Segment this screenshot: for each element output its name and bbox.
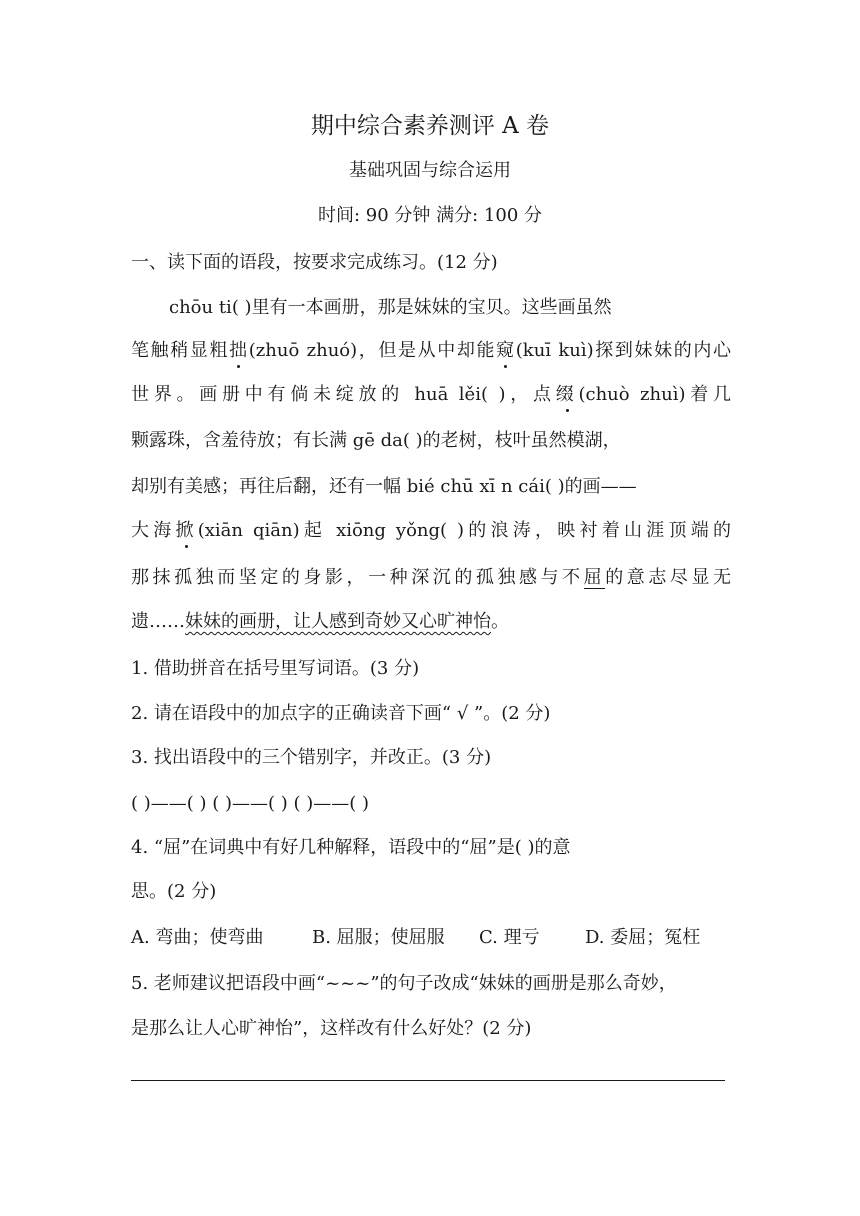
passage-line-1: chōu ti( )里有一本画册，那是妹妹的宝贝。这些画虽然 [169,297,612,318]
page-title: 期中综合素养测评 A 卷 [310,113,550,139]
question-4: 4. “屈”在词典中有好几种解释，语段中的“屈”是( )的意 [131,837,571,858]
passage-text: (xiān qiān)起 xiōng yǒng( )的浪涛，映衬着山涯顶端的 [197,520,732,541]
passage-text: (chuò zhuì)着几 [578,384,732,405]
passage-line-4: 颗露珠，含羞待放；有长满 gē da( )的老树，枝叶虽然模湖， [131,430,621,451]
passage-text: 的意志尽显无 [605,567,732,588]
question-1: 1. 借助拼音在括号里写词语。(3 分) [131,658,420,679]
underlined-char: 屈 [583,567,606,588]
question-4-options [131,926,731,950]
option-b: B. 屈服；使屈服 [312,927,445,948]
passage-line-7 [131,566,731,590]
question-5: 5. 老师建议把语段中画“~~~”的句子改成“妹妹的画册是那么奇妙， [131,973,677,994]
question-3-answer-blanks: ( )——( ) ( )——( ) ( )——( ) [131,793,370,814]
passage-line-8 [131,610,731,634]
section-heading: 一、读下面的语段，按要求完成练习。(12 分) [131,252,498,273]
wavy-underlined-sentence: 妹妹的画册，让人感到奇妙又心旷神怡 [185,611,491,632]
dotted-char: 缀 [555,384,579,405]
passage-text: 大海 [131,520,176,541]
passage-text: 笔触稍显粗 [131,340,230,361]
dotted-char: 掀 [175,520,198,541]
passage-text: (kuī kuì)探到妹妹的内心 [515,340,732,361]
passage-line-3 [131,383,731,407]
question-3: 3. 找出语段中的三个错别字，并改正。(3 分) [131,747,492,768]
passage-text: 。 [491,611,509,632]
option-d: D. 委屈；冤枉 [585,927,701,948]
passage-text: 那抹孤独而坚定的身影，一种深沉的孤独感与不 [131,567,584,588]
exam-meta: 时间: 90 分钟 满分: 100 分 [318,205,542,226]
passage-line-6 [131,519,731,543]
passage-text: 遗…… [131,611,185,632]
answer-line[interactable] [131,1080,725,1081]
page-subtitle: 基础巩固与综合运用 [349,160,511,181]
question-2: 2. 请在语段中的加点字的正确读音下画“ √ ”。(2 分) [131,703,551,724]
option-c: C. 理亏 [479,927,540,948]
dotted-char: 窥 [496,340,516,361]
dotted-char: 拙 [229,340,249,361]
question-4-continued: 思。(2 分) [131,881,217,902]
passage-text: 世界。画册中有倘未绽放的 huā lěi( )，点 [131,384,556,405]
passage-line-5: 却别有美感；再往后翻，还有一幅 bié chū xī n cái( )的画—— [131,476,637,497]
question-5-continued: 是那么让人心旷神怡”，这样改有什么好处？(2 分) [131,1018,532,1039]
passage-line-2 [131,339,731,363]
option-a: A. 弯曲；使弯曲 [131,927,264,948]
passage-text: (zhuō zhuó)，但是从中却能 [248,340,497,361]
